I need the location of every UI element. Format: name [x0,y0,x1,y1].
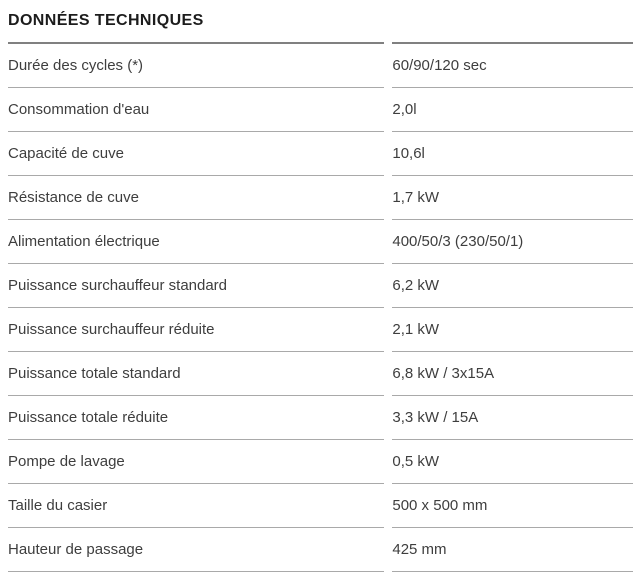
table-row [8,396,633,440]
spec-label: Puissance surchauffeur réduite [8,308,384,352]
table-row [8,528,633,572]
table-row [8,42,633,88]
spec-value: 2,0l [392,88,633,132]
spec-label: Taille du casier [8,484,384,528]
spec-value: 2,1 kW [392,308,633,352]
spec-label: Puissance surchauffeur standard [8,264,384,308]
spec-label: Durée des cycles (*) [8,42,384,88]
table-row [8,88,633,132]
spec-value: 60/90/120 sec [392,42,633,88]
spec-value: 10,6l [392,132,633,176]
tech-data-table [0,42,641,572]
spec-label: Puissance totale standard [8,352,384,396]
table-row [8,176,633,220]
table-row [8,220,633,264]
spec-label: Pompe de lavage [8,440,384,484]
spec-value: 1,7 kW [392,176,633,220]
spec-value: 500 x 500 mm [392,484,633,528]
spec-value: 3,3 kW / 15A [392,396,633,440]
spec-label: Puissance totale réduite [8,396,384,440]
spec-value: 425 mm [392,528,633,572]
table-row [8,352,633,396]
spec-value: 400/50/3 (230/50/1) [392,220,633,264]
table-row [8,484,633,528]
spec-value: 6,8 kW / 3x15A [392,352,633,396]
table-row [8,308,633,352]
spec-label: Capacité de cuve [8,132,384,176]
spec-label: Consommation d'eau [8,88,384,132]
spec-value: 6,2 kW [392,264,633,308]
spec-label: Résistance de cuve [8,176,384,220]
spec-value: 0,5 kW [392,440,633,484]
tech-data-table-body [8,42,633,572]
table-row [8,440,633,484]
spec-label: Hauteur de passage [8,528,384,572]
table-row [8,132,633,176]
spec-label: Alimentation électrique [8,220,384,264]
table-row [8,264,633,308]
page-title: DONNÉES TECHNIQUES [8,12,204,29]
